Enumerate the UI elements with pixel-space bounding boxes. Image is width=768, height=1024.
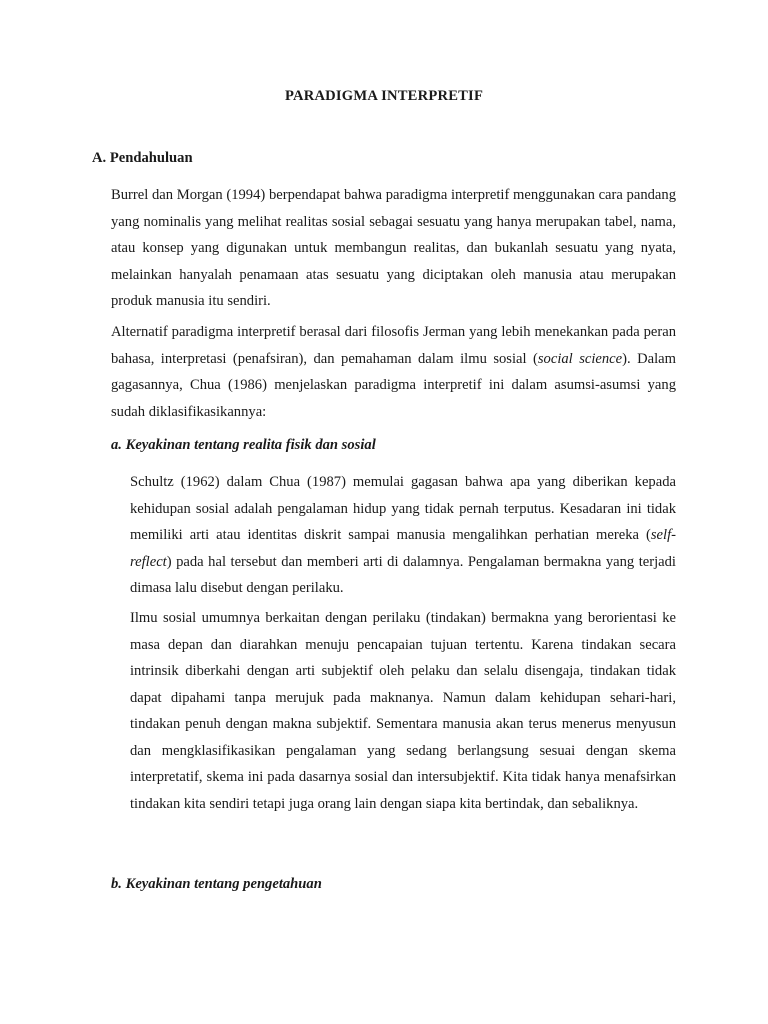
- section-a-paragraph-2: [111, 319, 676, 425]
- section-a-paragraph-1: Burrel dan Morgan (1994) berpendapat bahwa paradigma interpretif menggunakan cara pandang yang nominalis yang melihat realitas sosial sebagai sesuatu yang hanya merupakan tabel, nama, atau konsep yang digunakan untuk membangun realitas, dan bukanlah sesuatu yang nyata, melainkan hanyalah penamaan atas sesuatu yang diciptakan oleh manusia atau merupakan produk manusia itu sendiri.: [111, 187, 676, 309]
- subsection-a-text-start: Schultz (1962) dalam Chua (1987) memulai gagasan bahwa apa yang diberikan kepada kehidupan sosial adalah pengalaman hidup yang tidak pernah terputus. Kesadaran ini tidak memiliki arti atau identitas diskrit sampai manusia mengalihkan perhatian mereka (: [130, 474, 676, 543]
- subsection-a-heading: a. Keyakinan tentang realita fisik dan sosial: [111, 437, 376, 453]
- section-a-heading: A. Pendahuluan: [92, 150, 193, 166]
- subsection-b-heading: b. Keyakinan tentang pengetahuan: [111, 876, 322, 892]
- subsection-a-text-end: ) pada hal tersebut dan memberi arti di dalamnya. Pengalaman bermakna yang terjadi dimasa lalu disebut dengan perilaku.: [130, 553, 676, 596]
- subsection-a-paragraph-2: Ilmu sosial umumnya berkaitan dengan perilaku (tindakan) bermakna yang berorientasi ke masa depan dan diarahkan menuju pencapaian tujuan tertentu. Karena tindakan secara intrinsik diberkahi dengan arti subjektif oleh pelaku dan selalu disengaja, tindakan tidak dapat dipahami tanpa merujuk pada maknanya. Namun dalam kehidupan sehari-hari, tindakan penuh dengan makna subjektif. Sementara manusia akan terus menerus menyusun dan mengklasifikasikan pengalaman yang sedang berlangsung sesuai dengan skema interpretatif, skema ini pada dasarnya sosial dan intersubjektif. Kita tidak hanya menafsirkan tindakan kita sendiri tetapi juga orang lain dengan siapa kita bertindak, dan sebaliknya.: [130, 610, 676, 812]
- paragraph-2-text-start: Alternatif paradigma interpretif berasal dari filosofis Jerman yang lebih menekankan pada peran bahasa, interpretasi (penafsiran), dan pemahaman dalam ilmu sosial (: [111, 324, 676, 367]
- subsection-a-paragraph-1: [130, 469, 676, 602]
- self-reflect-term: self-reflect: [130, 527, 676, 570]
- paragraph-2-text-end: ). Dalam gagasannya, Chua (1986) menjelaskan paradigma interpretif ini dalam asumsi-asumsi yang sudah diklasifikasikannya:: [111, 350, 677, 420]
- social-science-term: social science: [537, 350, 623, 367]
- document-title: PARADIGMA INTERPRETIF: [284, 88, 484, 104]
